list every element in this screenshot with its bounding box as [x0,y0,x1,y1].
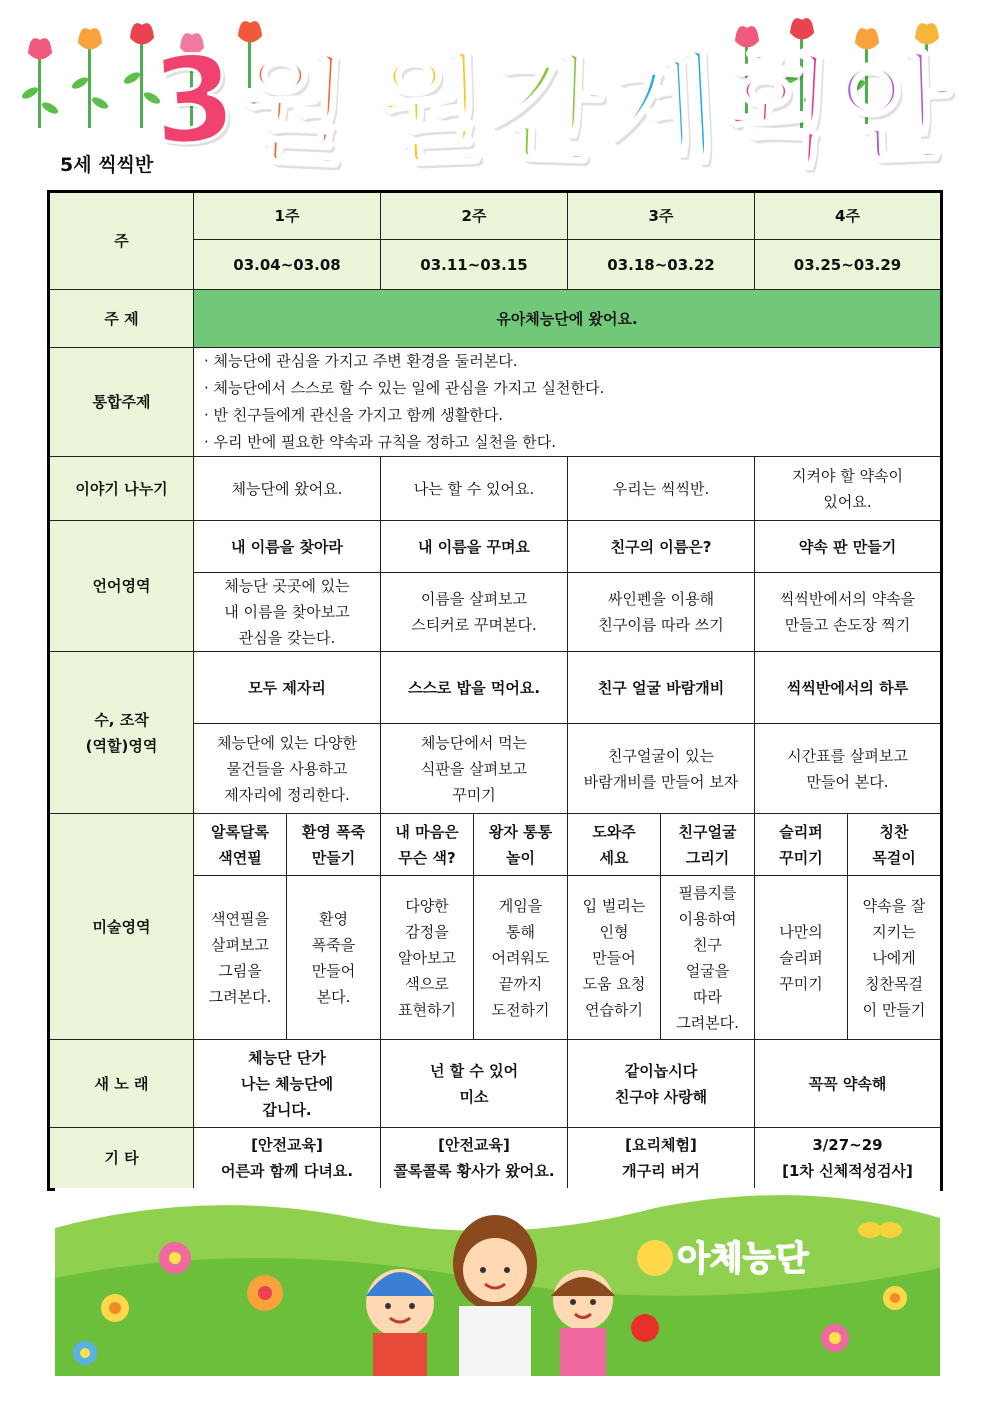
footer-illustration [55,1188,940,1376]
title-char: 계 [602,38,720,182]
week-header: 4주 [755,192,942,240]
title-char: 획 [717,38,835,182]
flower-icon [73,1341,97,1365]
logo [637,1239,810,1279]
art-title: 왕자 통통 놀이 [474,814,568,876]
art-desc: 게임을 통해 어려워도 끝까지 도전하기 [474,876,568,1040]
week-label: 주 [49,192,194,290]
language-desc: 씩씩반에서의 약속을 만들고 손도장 찍기 [755,573,942,652]
art-title: 슬리퍼 꾸미기 [755,814,848,876]
language-desc: 싸인펜을 이용해 친구이름 따라 쓰기 [568,573,755,652]
tulip-icon [70,28,110,128]
talk-cell: 체능단에 왔어요. [194,457,381,521]
art-desc: 약속을 잘 지키는 나에게 칭찬목걸 이 만들기 [848,876,942,1040]
song-cell: 같이놉시다 친구야 사랑해 [568,1040,755,1128]
title-char: 안 [835,39,950,181]
page-title [148,20,950,182]
etc-cell: [안전교육] 어른과 함께 다녀요. [194,1128,381,1190]
page-header [0,0,992,190]
title-char: 3 [148,28,236,172]
integrated-item: · 체능단에 관심을 가지고 주변 환경을 둘러본다. [204,352,518,370]
language-desc: 체능단 곳곳에 있는 내 이름을 찾아보고 관심을 갖는다. [194,573,381,652]
art-desc: 필름지를 이용하여 친구 얼굴을 따라 그려본다. [661,876,755,1040]
theme-value: 유아체능단에 왔어요. [194,290,942,348]
math-desc: 시간표를 살펴보고 만들어 본다. [755,724,942,814]
art-desc: 나만의 슬리퍼 꾸미기 [755,876,848,1040]
talk-cell: 우리는 씩씩반. [568,457,755,521]
math-label: 수, 조작 (역할)영역 [49,652,194,814]
language-desc: 이름을 살펴보고 스티커로 꾸며본다. [381,573,568,652]
week-header: 3주 [568,192,755,240]
art-desc: 색연필을 살펴보고 그림을 그려본다. [194,876,287,1040]
integrated-item: · 우리 반에 필요한 약속과 규칙을 정하고 실천을 한다. [204,433,556,451]
art-label: 미술영역 [49,814,194,1040]
song-label: 새 노 래 [49,1040,194,1128]
talk-label: 이야기 나누기 [49,457,194,521]
flower-icon [159,1242,191,1274]
art-desc: 환영 폭죽을 만들어 본다. [287,876,381,1040]
flower-icon [821,1324,849,1352]
week-dates: 03.18~03.22 [568,240,755,290]
song-cell: 꼭꼭 약속해 [755,1040,942,1128]
week-dates: 03.04~03.08 [194,240,381,290]
language-title: 약속 판 만들기 [755,521,942,573]
math-desc: 친구얼굴이 있는 바람개비를 만들어 보자 [568,724,755,814]
language-title: 내 이름을 찾아라 [194,521,381,573]
teacher-icon [453,1215,537,1376]
art-desc: 입 벌리는 인형 만들어 도움 요청 연습하기 [568,876,661,1040]
monthly-plan-table [47,190,943,1191]
math-desc: 체능단에 있는 다양한 물건들을 사용하고 제자리에 정리한다. [194,724,381,814]
math-title: 스스로 밥을 먹어요. [381,652,568,724]
flower-icon [247,1275,283,1311]
art-title: 알록달록 색연필 [194,814,287,876]
title-char: 월 [233,38,351,182]
week-header: 2주 [381,192,568,240]
art-title: 칭찬 목걸이 [848,814,942,876]
etc-cell: 3/27~29 [1차 신체적성검사] [755,1128,942,1190]
math-desc: 체능단에서 먹는 식판을 살펴보고 꾸미기 [381,724,568,814]
math-title: 모두 제자리 [194,652,381,724]
week-dates: 03.25~03.29 [755,240,942,290]
integrated-label: 통합주제 [49,348,194,457]
logo-text: 아체능단 [677,1239,809,1279]
garden-scene [55,1188,940,1376]
math-title: 친구 얼굴 바람개비 [568,652,755,724]
song-cell: 넌 할 수 있어 미소 [381,1040,568,1128]
song-cell: 체능단 단가 나는 체능단에 갑니다. [194,1040,381,1128]
talk-cell: 나는 할 수 있어요. [381,457,568,521]
art-title: 도와주 세요 [568,814,661,876]
tulip-icon [20,38,60,128]
language-label: 언어영역 [49,521,194,652]
flower-icon [101,1294,129,1322]
etc-cell: [안전교육] 콜록콜록 황사가 왔어요. [381,1128,568,1190]
week-dates: 03.11~03.15 [381,240,568,290]
week-header: 1주 [194,192,381,240]
title-char: 간 [486,39,602,181]
child-boy-icon [366,1269,434,1376]
etc-cell: [요리체험] 개구리 버거 [568,1128,755,1190]
class-label: 5세 씩씩반 [60,154,154,176]
talk-cell: 지켜야 할 약속이 있어요. [755,457,942,521]
math-title: 씩씩반에서의 하루 [755,652,942,724]
etc-label: 기 타 [49,1128,194,1190]
art-desc: 다양한 감정을 알아보고 색으로 표현하기 [381,876,474,1040]
flower-icon [883,1286,907,1310]
art-title: 내 마음은 무슨 색? [381,814,474,876]
art-title: 환영 폭죽 만들기 [287,814,381,876]
integrated-item: · 체능단에서 스스로 할 수 있는 일에 관심을 가지고 실천한다. [204,379,605,397]
integrated-item: · 반 친구들에게 관신을 가지고 함께 생활한다. [204,406,503,424]
title-char: 월 [371,39,486,181]
language-title: 내 이름을 꾸며요 [381,521,568,573]
integrated-topics [194,348,942,457]
language-title: 친구의 이름은? [568,521,755,573]
art-title: 친구얼굴 그리기 [661,814,755,876]
theme-label: 주 제 [49,290,194,348]
